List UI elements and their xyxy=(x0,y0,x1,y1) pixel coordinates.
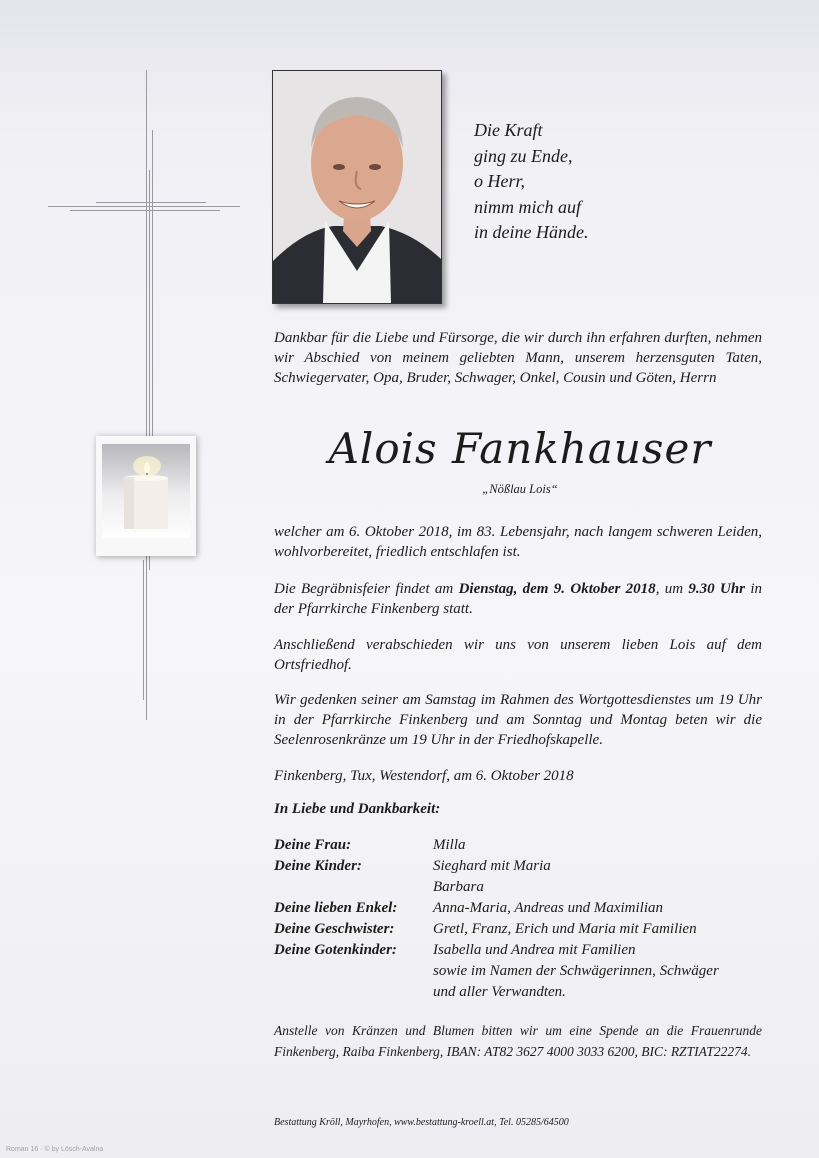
family-value: sowie im Namen der Schwägerinnen, Schwäger xyxy=(433,963,719,979)
family-value: Sieghard mit Maria xyxy=(433,858,551,874)
poem-line: o Herr, xyxy=(474,171,526,191)
funeral-paragraph xyxy=(274,579,762,619)
deceased-nickname: „Nößlau Lois“ xyxy=(482,482,558,496)
family-label: Deine Gotenkinder: xyxy=(274,942,397,958)
memorial-paragraph: Wir gedenken seiner am Samstag im Rahmen des Wortgottesdienstes um 19 Uhr in der Pfarrkirche Finkenberg und am Sonntag und Montag beten wir die Seelenrosenkränze um 19 Uhr in der Friedhofskapelle. xyxy=(274,692,762,748)
poem-line: ging zu Ende, xyxy=(474,145,573,166)
family-row xyxy=(274,898,719,919)
family-value: Barbara xyxy=(433,879,484,895)
family-row xyxy=(274,919,719,940)
funeral-text-mid: , um xyxy=(655,581,689,597)
funeral-text-post: in der Pfarrkirche Finkenberg statt. xyxy=(274,581,763,617)
family-row xyxy=(274,982,719,1003)
poem-line: in deine Hände. xyxy=(474,222,589,242)
deceased-name: Alois Fankhauser xyxy=(328,424,712,473)
family-value: und aller Verwandten. xyxy=(433,984,566,1000)
place-date: Finkenberg, Tux, Westendorf, am 6. Oktober 2018 xyxy=(274,768,574,784)
funeral-time: 9.30 Uhr xyxy=(688,581,746,597)
family-row xyxy=(274,877,719,898)
closing-line: In Liebe und Dankbarkeit: xyxy=(274,801,441,817)
family-value: Gretl, Franz, Erich und Maria mit Familien xyxy=(433,921,697,937)
poem-line: Die Kraft xyxy=(474,120,543,140)
death-paragraph: welcher am 6. Oktober 2018, im 83. Lebensjahr, nach langem schweren Leiden, wohlvorbereitet, friedlich entschlafen ist. xyxy=(274,524,762,560)
poem-line: nimm mich auf xyxy=(474,196,581,217)
family-value: Anna-Maria, Andreas und Maximilian xyxy=(433,900,663,916)
family-list xyxy=(274,835,719,1003)
candle-image xyxy=(96,436,196,556)
family-label: Deine Geschwister: xyxy=(274,921,395,937)
funeral-text-pre: Die Begräbnisfeier findet am xyxy=(274,581,459,597)
funeral-home-footer: Bestattung Kröll, Mayrhofen, www.bestattung-kroell.at, Tel. 05285/64500 xyxy=(274,1117,569,1128)
family-row xyxy=(274,835,719,856)
family-row xyxy=(274,961,719,982)
family-value: Isabella und Andrea mit Familien xyxy=(433,942,636,958)
donation-note: Anstelle von Kränzen und Blumen bitten wir um eine Spende an die Frauenrunde Finkenberg, Raiba Finkenberg, IBAN: AT82 3627 4000 3033 6200, BIC: RZTIAT22274. xyxy=(274,1023,762,1059)
family-row xyxy=(274,940,719,961)
family-row xyxy=(274,856,719,877)
family-label: Deine Kinder: xyxy=(274,858,362,874)
family-label: Deine lieben Enkel: xyxy=(274,900,398,916)
template-credit: Roman 16 · © by Lösch-Avalna xyxy=(6,1146,104,1153)
poem xyxy=(474,118,588,246)
burial-paragraph: Anschließend verabschieden wir uns von unserem lieben Lois auf dem Ortsfriedhof. xyxy=(274,637,762,673)
intro-paragraph: Dankbar für die Liebe und Fürsorge, die wir durch ihn erfahren durften, nehmen wir Abschied von meinem geliebten Mann, unserem herzensguten Taten, Schwiegervater, Opa, Bruder, Schwager, Onkel, Cousin und Göten, Herrn xyxy=(274,330,762,386)
funeral-date: Dienstag, dem 9. Oktober 2018 xyxy=(458,581,656,597)
portrait-photo xyxy=(272,70,442,304)
family-value: Milla xyxy=(433,837,466,853)
family-label: Deine Frau: xyxy=(274,837,352,853)
